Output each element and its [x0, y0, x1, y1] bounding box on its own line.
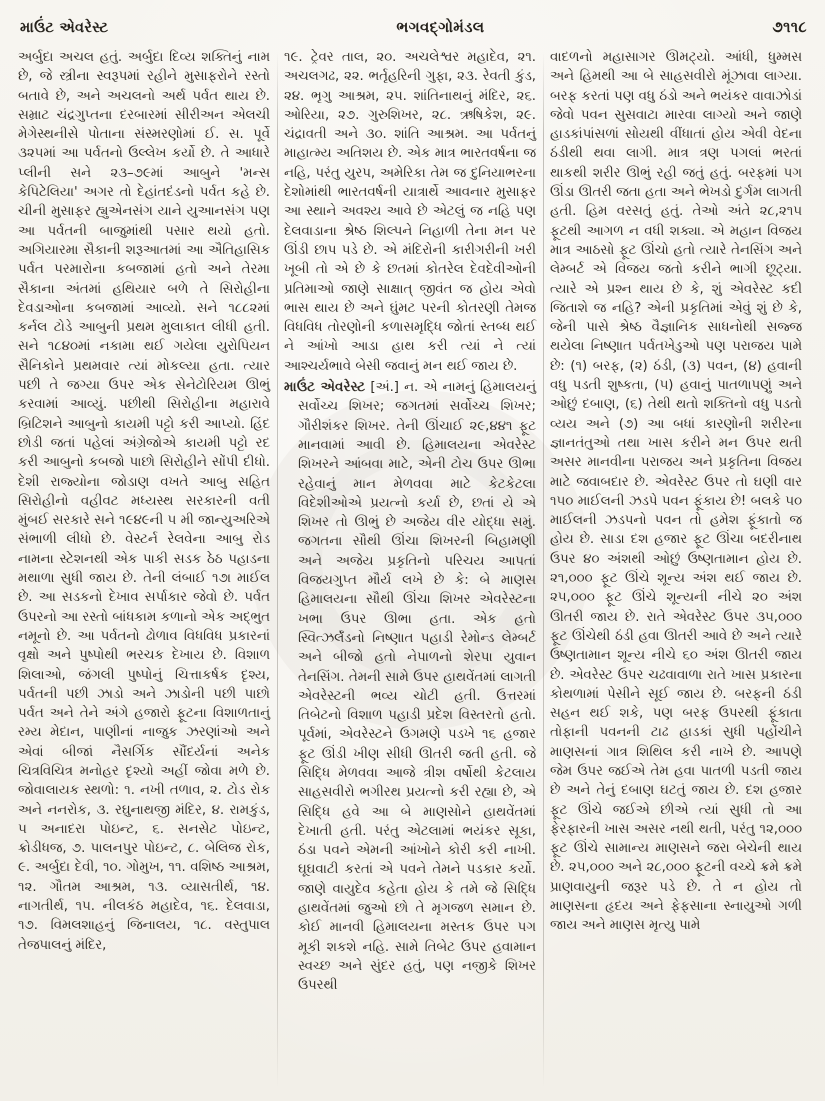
text-columns	[14, 46, 813, 1088]
column-2	[280, 46, 541, 1088]
entry-headword: માઉંટ એવરેસ્ટ	[284, 380, 366, 396]
entry-mount-everest	[284, 378, 536, 996]
book-title: ભગવદ્ગોમંડલ	[396, 18, 485, 36]
page-header	[14, 14, 813, 46]
entry-grammar-label: [અં.] ન.	[365, 380, 424, 396]
page-number: ૭૧૧૮	[772, 18, 807, 36]
column-3	[546, 46, 807, 1088]
entry-everest-continuation-text: વાદળનો મહાસાગર ઊમટ્યો. આંધી, ધુમ્મસ અને હિમથી આ બે સાહસવીરો મૂંઝાવા લાગ્યા. બરફ કરતાં પણ વધુ ઠંડો અને ભયંકર વાવાઝોડાં જેવો પવન સુસવાટા મારવા લાગ્યો અને જાણે હાડકાંપાંસળાં સોયથી વીંધાતાં હોય એવી વેદના ઠંડીથી થવા લાગી. માત્ર ત્રણ પગલાં ભરતાં થાકથી શરીર ઊભું રહી જતું હતું. બરફમાં પગ ઊંડા ઊતરી જતા હતા અને ભેખડો દુર્ગમ લાગતી હતી. હિમ વરસતું હતું. તેઓ અંતે ૨૮,૨૧૫ ફૂટથી આગળ ન વધી શક્યા. એ મહાન વિજય માત્ર આઠસો ફૂટ ઊંચો હતો ત્યારે તેનસિંગ અને લેમ્બર્ટ એ વિજય જતો કરીને ભાગી છૂટ્યા. ત્યારે એ પ્રશ્ન થાય છે કે, શું એવરેસ્ટ કદી જિતાશે જ નહિ? એની પ્રકૃતિમાં એવું શું છે કે, જેની પાસે શ્રેષ્ઠ વૈજ્ઞાનિક સાધનોથી સજ્જ થયેલા નિષ્ણાત પર્વતખેડુઓ પણ પરાજય પામે છે: (૧) બરફ, (૨) ઠંડી, (૩) પવન, (૪) હવાની વધુ પડતી શુષ્કતા, (૫) હવાનું પાતળાપણું અને ઓછું દબાણ, (૬) તેથી થતો શક્તિનો વધુ પડતો વ્યય અને (૭) આ બધાં કારણોની શરીરના જ્ઞાનતંતુઓ તથા ખાસ કરીને મન ઉપર થતી અસર માનવીના પરાજય અને પ્રકૃતિના વિજય માટે જવાબદાર છે. એવરેસ્ટ ઉપર તો ઘણી વાર ૧૫૦ માઈલની ઝડપે પવન ફૂંકાય છે! બલકે ૫૦ માઈલની ઝડપનો પવન તો હમેશ ફૂંકાતો જ હોય છે. સાડા દશ હજાર ફૂટ ઊંચા બદરીનાથ ઉપર ૪૦ અંશથી ઓછું ઉષ્ણતામાન હોય છે. ૨૧,૦૦૦ ફૂટ ઊંચે શૂન્ય અંશ થઈ જાય છે. ૨૫,૦૦૦ ફૂટ ઊંચે શૂન્યની નીચે ૨૦ અંશ ઊતરી જાય છે. રાતે એવરેસ્ટ ઉપર ૩૫,૦૦૦ ફૂટ ઊંચેથી ઠંડી હવા ઊતરી આવે છે અને ત્યારે ઉષ્ણતામાન શૂન્ય નીચે ૬૦ અંશ ઊતરી જાય છે. એવરેસ્ટ ઉપર ચઢવાવાળા રાતે ખાસ પ્રકારના કોથળામાં પેસીને સૂઈ જાય છે. બરફની ઠંડી સહન થઈ શકે, પણ બરફ ઉપરથી ફૂંકાતા તોફાની પવનની ટાઢ હાડકાં સુધી પહોંચીને માણસનાં ગાત્ર શિથિલ કરી નાખે છે. આપણે જેમ ઉપર જઈએ તેમ હવા પાતળી પડતી જાય છે અને તેનું દબાણ ઘટતું જાય છે. દશ હજાર ફૂટ ઊંચે જઈએ છીએ ત્યાં સુધી તો આ ફેરફારની ખાસ અસર નથી થતી, પરંતુ ૧૨,૦૦૦ ફૂટ ઊંચે સામાન્ય માણસને જરા બેચેની થાય છે. ૨૫,૦૦૦ અને ૨૮,૦૦૦ ફૂટની વચ્ચે ક્રમે ક્રમે પ્રાણવાયુની જરૂર પડે છે. તે ન હોય તો માણસના હૃદય અને ફેફસાના સ્નાયુઓ ગળી જાય અને માણસ મૃત્યુ પામે	[550, 50, 802, 934]
column-1	[14, 46, 275, 1088]
entry-abu-continuation-text: અર્બુદા અચલ હતું. અર્બુદા દિવ્ય શક્તિનું નામ છે, જે સ્ત્રીના સ્વરૂપમાં રહીને મુસાફરોને રસ્તો બતાવે છે, અને અચલનો અર્થ પર્વત થાય છે. સમ્રાટ ચંદ્રગુપ્તના દરબારમાં સીરીઅન એલચી મેગેસ્થનીસે પોતાના સંસ્મરણોમાં ઈ. સ. પૂર્વે ૩૨૫માં આ પર્વતનો ઉલ્લેખ કર્યો છે. તે આધારે પ્લીની સને ૨૩–૭૯માં આબુને 'મન્સ કેપિટેલિયા' અગર તો દેહાંતદંડનો પર્વત કહે છે. ચીની મુસાફર હ્યુએનસંગ યાને યુઆનસંગ પણ આ પર્વતની બાજુમાંથી પસાર થયો હતો. અગિયારમા સૈકાની શરૂઆતમાં આ ઐતિહાસિક પર્વત પરમારોના કબજામાં હતો અને તેરમા સૈકાના અંતમાં હથિયાર બળે તે સિરોહીના દેવડાઓના કબજામાં આવ્યો. સને ૧૮૮૨માં કર્નલ ટોડે આબુની પ્રથમ મુલાકાત લીધી હતી. સને ૧૮૪૦માં નકામા થઈ ગયેલા યુરોપિયન સૈનિકોને પ્રથમવાર ત્યાં મોકલ્યા હતા. ત્યાર પછી તે જગ્યા ઉપર એક સેનેટોરિયમ ઊભું કરવામાં આવ્યું. પછીથી સિરોહીના મહારાવે બ્રિટિશને આબુનો કાયમી પટ્ટો કરી આપ્યો. હિંદ છોડી જતાં પહેલાં અંગ્રેજોએ કાયમી પટ્ટો રદ કરી આબુનો કબજો પાછો સિરોહીને સોંપી દીધો. દેશી રાજ્યોના જોડાણ વખતે આબુ સહિત સિરોહીનો વહીવટ મધ્યસ્થ સરકારની વતી મુંબઈ સરકારે સને ૧૯૪૯ની ૫ મી જાન્યુઅરિએ સંભાળી લીધો છે. વેસ્ટર્ન રેલવેના આબુ રોડ નામના સ્ટેશનથી એક પાકી સડક ઠેઠ પહાડના મથાળા સુધી જાય છે. તેની લંબાઈ ૧૭ા માઈલ છે. આ સડકનો દેખાવ સર્પાકાર જેવો છે. પર્વત ઉપરનો આ રસ્તો બાંધકામ કળાનો એક અદ્ભુત નમૂનો છે. આ પર્વતનો ઢોળાવ વિધવિધ પ્રકારનાં વૃક્ષો અને પુષ્પોથી ભરચક દેખાય છે. વિશાળ શિલાઓ, જંગલી પુષ્પોનું ચિત્તાકર્ષક દૃશ્ય, પર્વતની પછી ઝાડો અને ઝાડોની પછી પાછો પર્વત અને તેને અંગે હજારો ફૂટના વિશાળતાનું રમ્ય મેદાન, પાણીનાં નાજુક ઝરણાંઓ અને એવાં બીજાં નૈસર્ગિક સૌંદર્યનાં અનેક ચિત્રવિચિત્ર મનોહર દૃશ્યો અહીં જોવા મળે છે. જોવાલાયક સ્થળો: ૧. નખી તળાવ, ૨. ટોડ રોક અને નનરોક, ૩. રઘુનાથજી મંદિર, ૪. રામકુંડ, ૫ અનાદરા પોઇન્ટ, ૬. સનસેટ પોઇન્ટ, ક્રોડીધજ, ૭. પાલનપુર પોઇન્ટ, ૮. બેલિજ રોક, ૯. અર્બુદા દેવી, ૧૦. ગોમુખ, ૧૧. વશિષ્ઠ આશ્રમ, ૧૨. ગૌતમ આશ્રમ, ૧૩. વ્યાસતીર્થ, ૧૪. નાગતીર્થ, ૧૫. નીલકંઠ મહાદેવ, ૧૬. દેલવાડા, ૧૭. વિમલશાહનું જિનાલય, ૧૮. વસ્તુપાલ તેજપાલનું મંદિર,	[18, 50, 270, 953]
running-head-left: માઉંટ એવરેસ્ટ	[20, 20, 109, 36]
column-divider-1	[277, 52, 278, 1088]
entry-abu-sights-text: ૧૯. ટ્રેવર તાલ, ૨૦. અચલેશ્વર મહાદેવ, ૨૧. અચલગઢ, ૨૨. ભર્તૃહરિની ગુફા, ૨૩. રેવતી કુંડ, ૨૪. ભૃગુ આશ્રમ, ૨૫. શાંતિનાથનું મંદિર, ૨૬. ઓરિયા, ૨૭. ગુરુશિખર, ૨૮. ઋષિકેશ, ૨૯. ચંદ્રાવતી અને ૩૦. શાંતિ આશ્રમ. આ પર્વતનું માહાત્મ્ય અતિશય છે. એક માત્ર ભારતવર્ષના જ નહિ, પરંતુ યુરપ, અમેરિકા તેમ જ દુનિયાભરના દેશોમાંથી ભારતવર્ષની યાત્રાર્થે આવનાર મુસાફર આ સ્થાને અવશ્ય આવે છે એટલું જ નહિ પણ દેલવાડાના શ્રેષ્ઠ શિલ્પને નિહાળી તેના મન પર ઊંડી છાપ પડે છે. એ મંદિરોની કારીગરીની ખરી ખૂબી તો એ છે કે છતમાં કોતરેલ દેવદેવીઓની પ્રતિમાઓ જાણે સાક્ષાત્ જીવંત જ હોય એવો ભાસ થાય છે અને ઘુંમટ પરની કોતરણી તેમજ વિધવિધ તોરણોની કળાસમૃદ્ધિ જોતાં સ્તબ્ધ થઈ ને આંખો આડા હાથ કરી ત્યાં ને ત્યાં આશ્ચર્યભાવે બેસી જવાનું મન થઈ જાય છે.	[284, 50, 536, 374]
column-divider-2	[543, 52, 544, 1088]
entry-everest-body-text: એ નામનું હિમાલયનું સર્વોચ્ચ શિખર; જગતમાં સર્વોચ્ચ શિખર; ગૌરીશંકર શિખર. તેની ઊંચાઈ ૨૯,૪૪૧ ફૂટ માનવામાં આવી છે. હિમાલયના એવરેસ્ટ શિખરને આંબવા માટે, એની ટોચ ઉપર ઊભા રહેવાનું માન મેળવવા માટે કેટકેટલા વિદેશીઓએ પ્રયત્નો કર્યા છે, છતાં યે એ શિખર તો ઊભું છે અજેય વીર યોદ્ધા સમું. જગતના સૌથી ઊંચા શિખરની બિહામણી અને અજેય પ્રકૃતિનો પરિચય આપતાં વિજયગુપ્ત મૌર્ય લખે છે કે: બે માણસ હિમાલયના સૌથી ઊંચા શિખર એવરેસ્ટના ખભા ઉપર ઊભા હતા. એક હતો સ્વિત્ઝર્લૅંડનો નિષ્ણાત પહાડી રેમોન્ડ લેમ્બર્ટ અને બીજો હતો નેપાળનો શેરપા યુવાન તેનસિંગ. તેમની સામે ઉપર હાથવેંતમાં લાગતી એવરેસ્ટની ભવ્ય ચોટી હતી. ઉત્તરમાં તિબેટનો વિશાળ પહાડી પ્રદેશ વિસ્તરતો હતો. પૂર્વમાં, એવરેસ્ટને ઉગમણે પડખે ૧૬ હજાર ફૂટ ઊંડી ખીણ સીધી ઊતરી જતી હતી. જે સિદ્ધિ મેળવવા આજે ત્રીશ વર્ષોથી કેટલાય સાહસવીરો ભગીરથ પ્રયત્નો કરી રહ્યા છે, એ સિદ્ધિ હવે આ બે માણસોને હાથવેંતમાં દેખાતી હતી. પરંતુ એટલામાં ભયંકર સૂકા, ઠંડા પવને એમની આંખોને કોરી કરી નાખી. ઘૂઘવાટી કરતાં એ પવને તેમને પડકાર કર્યો. જાણે વાયુદેવ કહેતા હોય કે તમે જે સિદ્ધિ હાથવેંતમાં જુઓ છો તે મૃગજળ સમાન છે. કોઈ માનવી હિમાલયના મસ્તક ઉપર પગ મૂકી શકશે નહિ. સામે તિબેટ ઉપર હવામાન સ્વચ્છ અને સુંદર હતું, પણ નજીકે શિખર ઉપરથી	[298, 380, 536, 994]
